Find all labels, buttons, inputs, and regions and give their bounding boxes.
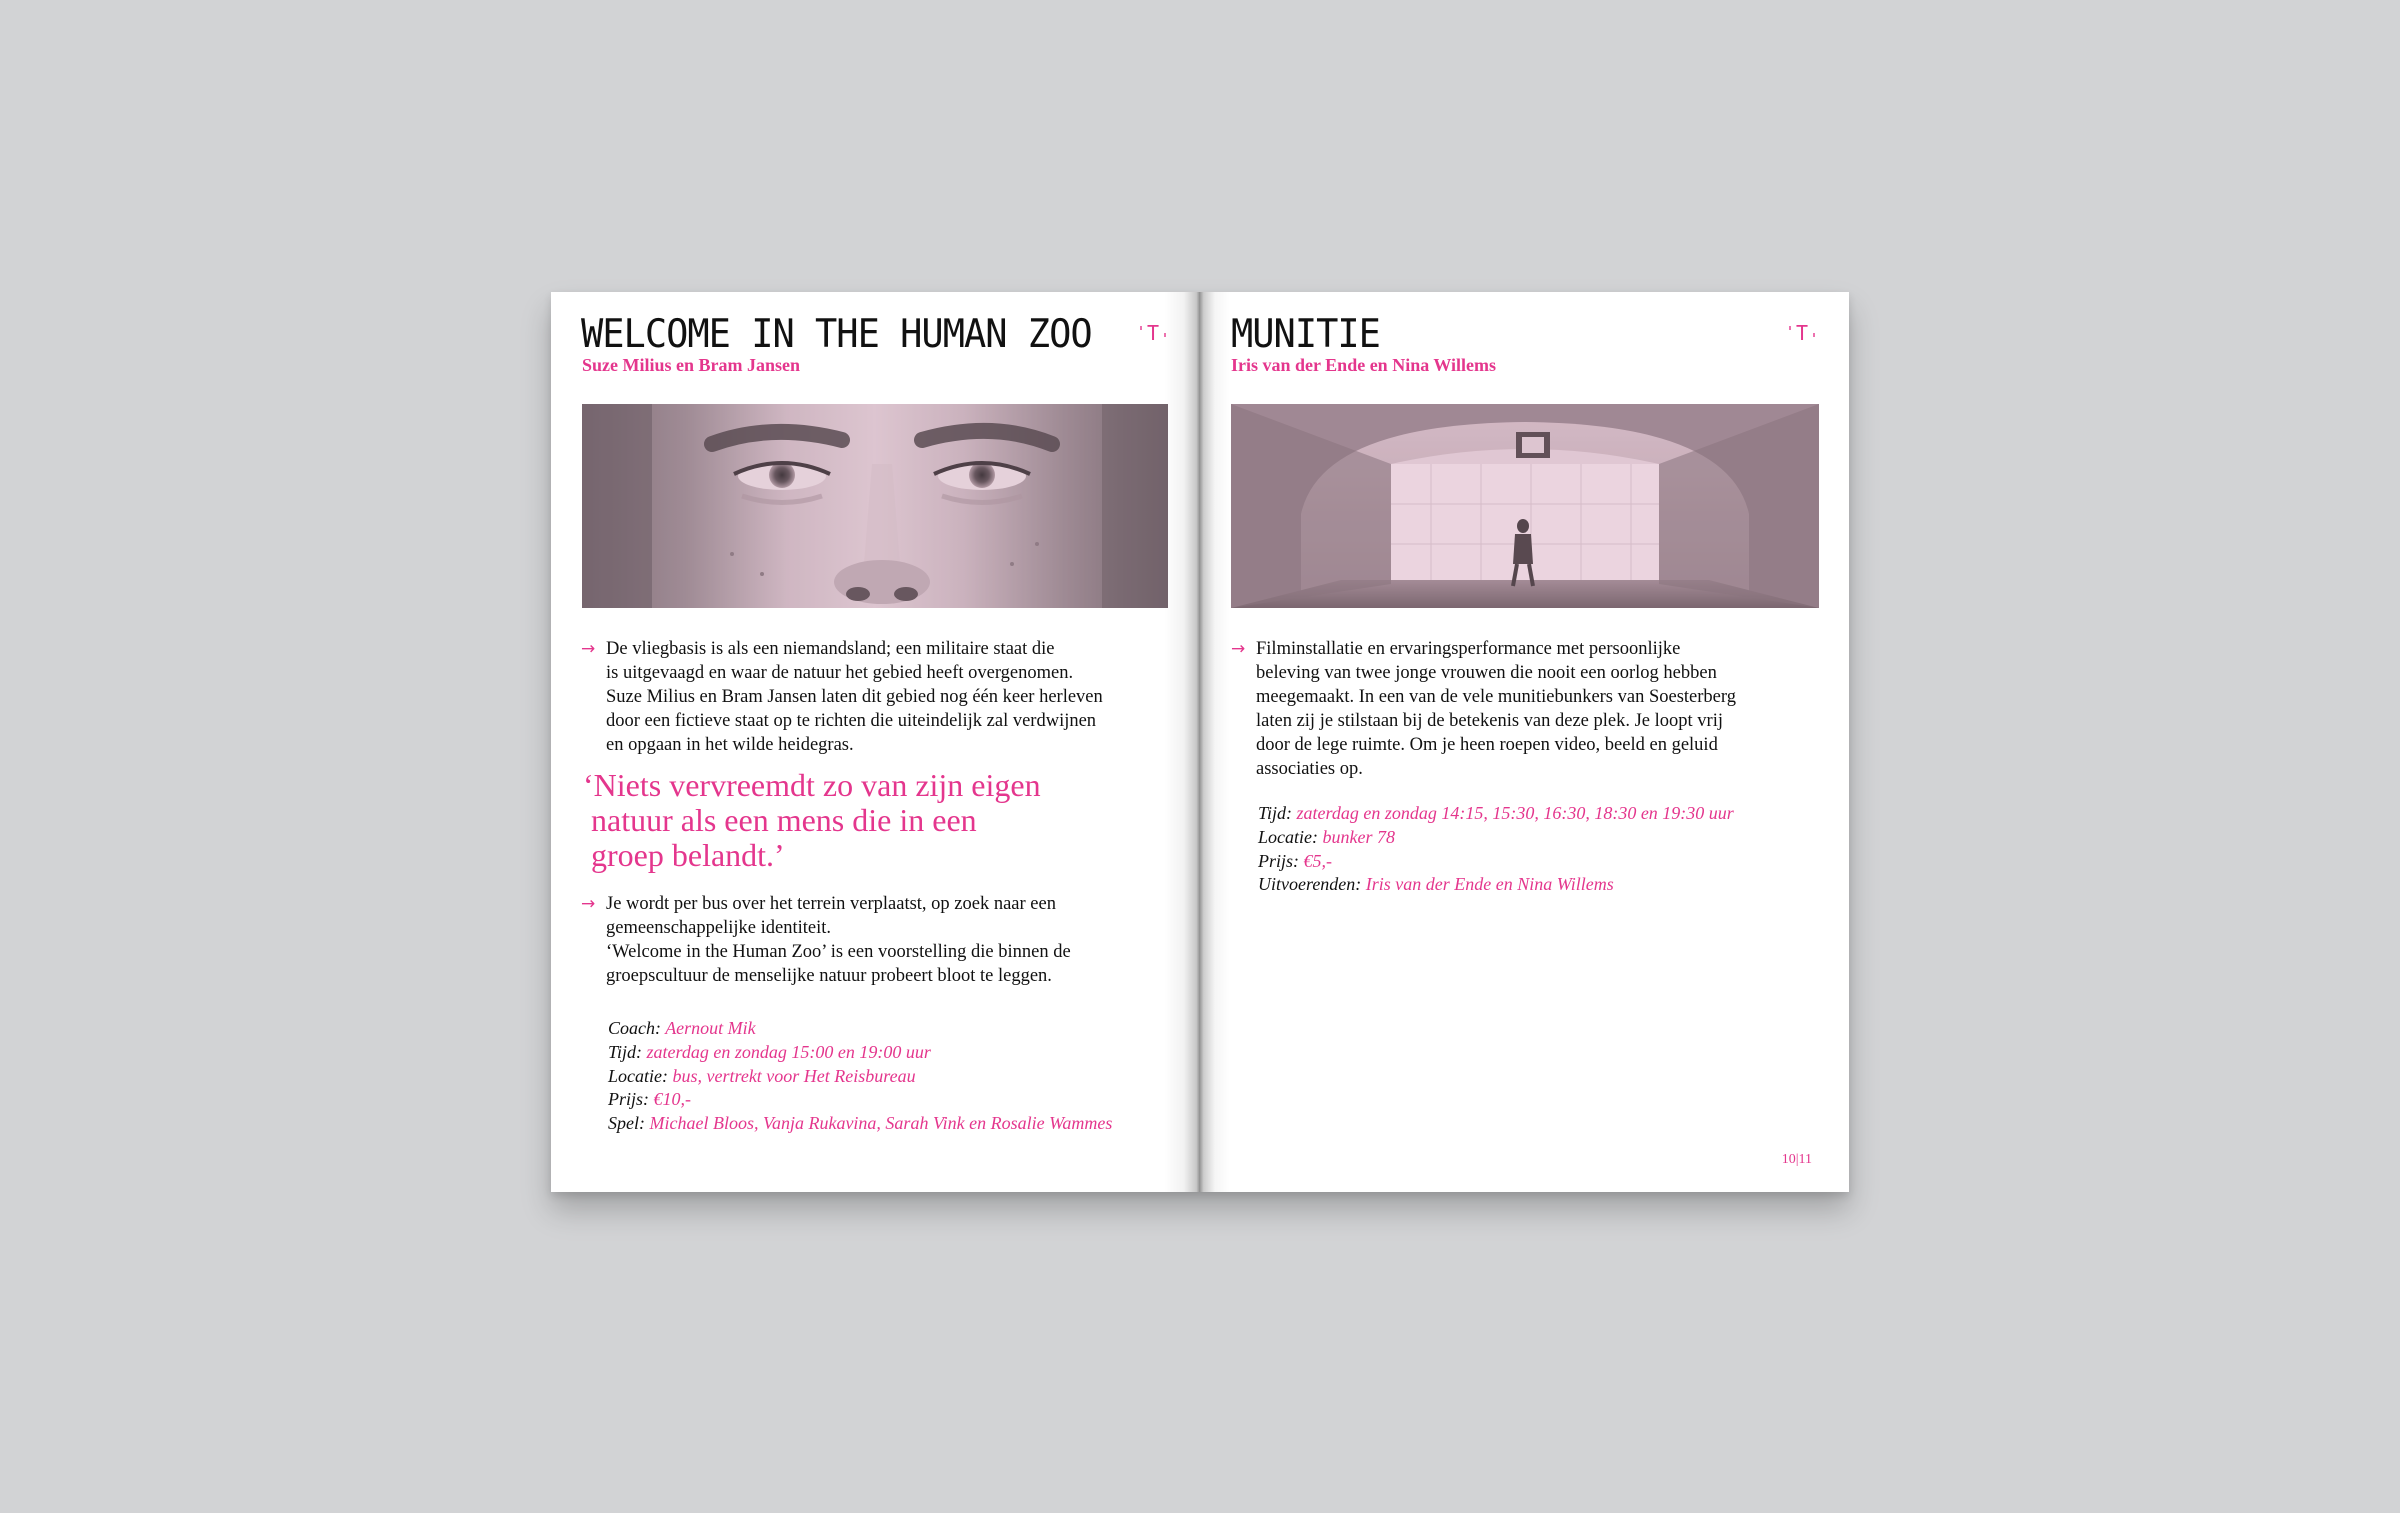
text-line: De vliegbasis is als een niemandsland; een militaire staat die [606,639,1055,659]
text-line: door een fictieve staat op te richten die uiteindelijk zal verdwijnen [606,711,1097,731]
arrow-icon: → [581,639,596,659]
detail-row-uitvoerenden: Uitvoerenden: Iris van der Ende en Nina Willems [1258,874,1614,895]
page-number: 10|11 [1781,1152,1812,1167]
text-line: gemeenschappelijke identiteit. [606,918,831,938]
svg-text:T: T [1146,321,1160,345]
event-details [1258,802,1734,897]
arrow-icon: → [581,894,596,914]
second-paragraph [606,892,1071,988]
detail-row-prijs: Prijs: €10,- [608,1089,692,1110]
arrow-icon: → [1231,639,1246,659]
text-line: Je wordt per bus over het terrein verplaatst, op zoek naar een [606,894,1056,914]
detail-row-prijs: Prijs: €5,- [1258,850,1333,871]
pull-quote [583,768,1143,873]
intro-paragraph [606,637,1103,757]
page-title: WELCOME IN THE HUMAN ZOO [581,311,1092,357]
quote-line: natuur als een mens die in een [591,802,977,838]
page-title: MUNITIE [1231,311,1380,357]
detail-row-locatie: Locatie: bus, vertrekt voor Het Reisbureau [608,1065,916,1086]
left-page [551,292,1200,1192]
text-line: door de lege ruimte. Om je heen roepen video, beeld en geluid [1256,735,1718,755]
face-eyes-photo-icon [582,404,1168,608]
text-line: meegemaakt. In een van de vele munitiebunkers van Soesterberg [1256,687,1736,707]
detail-row-spel: Spel: Michael Bloos, Vanja Rukavina, Sarah Vink en Rosalie Wammes [608,1113,1113,1134]
text-line: associaties op. [1256,759,1363,779]
gutter-shadow [1164,292,1200,1192]
page-subtitle: Iris van der Ende en Nina Willems [1231,355,1497,375]
svg-text:T: T [1795,321,1809,345]
gutter-shadow [1200,292,1230,1192]
page-subtitle: Suze Milius en Bram Jansen [582,355,801,375]
festival-logo-icon [1787,318,1817,348]
detail-row-tijd: Tijd: zaterdag en zondag 14:15, 15:30, 16:30, 18:30 en 19:30 uur [1258,803,1734,823]
detail-row-coach: Coach: Aernout Mik [608,1018,756,1038]
text-line: groepscultuur de menselijke natuur probeert bloot te leggen. [606,966,1052,986]
right-page [1200,292,1849,1192]
text-line: beleving van twee jonge vrouwen die nooit een oorlog hebben [1256,663,1717,683]
text-line: ‘Welcome in the Human Zoo’ is een voorstelling die binnen de [606,942,1071,962]
text-line: en opgaan in het wilde heidegras. [606,735,854,755]
detail-row-locatie: Locatie: bunker 78 [1258,826,1395,847]
detail-row-tijd: Tijd: zaterdag en zondag 15:00 en 19:00 uur [608,1041,931,1062]
event-details [608,1017,1112,1136]
text-line: Suze Milius en Bram Jansen laten dit gebied nog één keer herleven [606,687,1103,707]
quote-line: ‘Niets vervreemdt zo van zijn eigen [583,767,1041,803]
quote-line: groep belandt.’ [591,837,785,873]
text-line: Filminstallatie en ervaringsperformance met persoonlijke [1256,639,1681,659]
text-line: laten zij je stilstaan bij de betekenis van deze plek. Je loopt vrij [1256,711,1723,731]
booklet-spread [551,292,1849,1192]
intro-paragraph [1256,637,1736,781]
bunker-tunnel-photo-icon [1231,404,1819,608]
text-line: is uitgevaagd en waar de natuur het gebied heeft overgenomen. [606,663,1074,683]
festival-logo-icon [1138,318,1168,348]
